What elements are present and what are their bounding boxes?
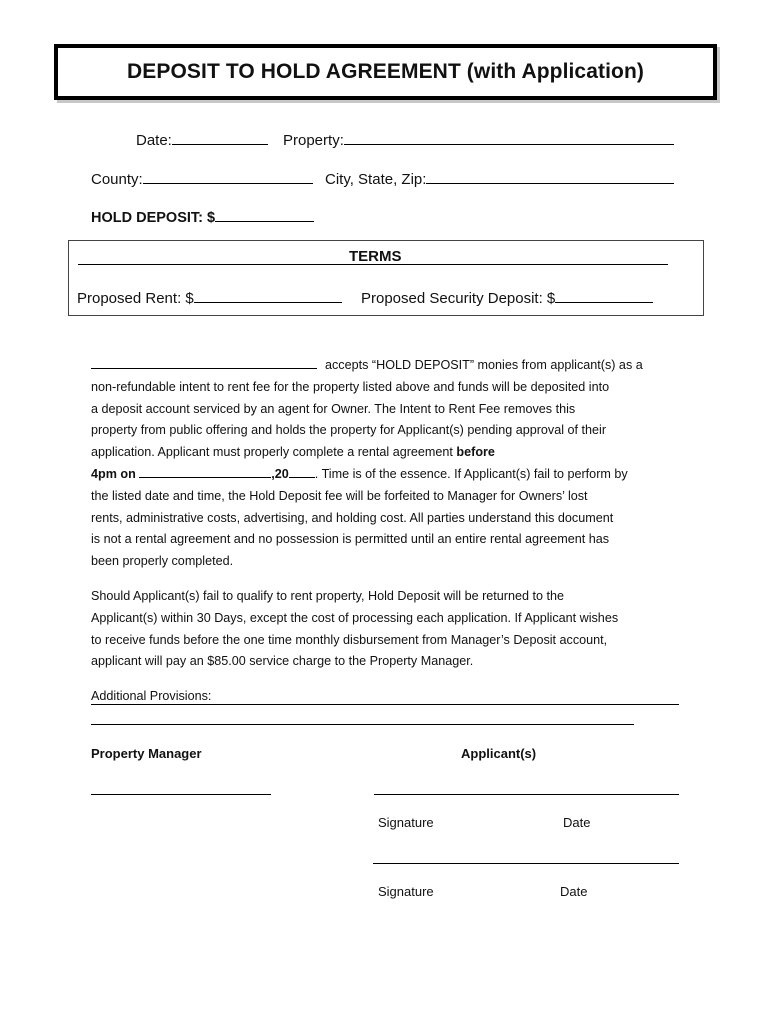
date-label: Date: — [136, 132, 172, 149]
applicants-label: Applicant(s) — [461, 746, 537, 761]
hold-deposit-field — [91, 206, 314, 226]
signature-label-2: Signature — [378, 884, 434, 899]
date-input-line[interactable] — [172, 129, 268, 145]
terms-box — [68, 240, 704, 316]
city-state-zip-field — [325, 168, 674, 188]
property-input-line[interactable] — [344, 129, 674, 145]
hold-deposit-input-line[interactable] — [215, 206, 314, 222]
paragraph-2 — [91, 586, 691, 673]
property-manager-label: Property Manager — [91, 746, 202, 761]
paragraph-2-line: to receive funds before the one time monthly disbursement from Manager’s Deposit account, — [91, 632, 608, 647]
accepting-party-input-line[interactable] — [91, 357, 317, 369]
applicant-signature-line-2[interactable] — [373, 863, 679, 864]
date-label-2: Date — [560, 884, 588, 899]
proposed-security-label: Proposed Security Deposit: $ — [361, 290, 556, 307]
county-field — [91, 168, 313, 188]
deadline-date-input-line[interactable] — [139, 466, 271, 478]
city-state-zip-label: City, State, Zip: — [325, 171, 427, 188]
paragraph-1-line: is not a rental agreement and no possession is permitted until an entire rental agreement has — [91, 532, 610, 547]
property-manager-signature-line[interactable] — [91, 794, 271, 795]
paragraph-2-line: applicant will pay an $85.00 service charge to the Property Manager. — [91, 654, 474, 669]
paragraph-1-line: accepts “HOLD DEPOSIT” monies from applicant(s) as a — [91, 355, 691, 377]
paragraph-1-line: non-refundable intent to rent fee for the property listed above and funds will be deposited into — [91, 379, 610, 394]
applicant-signature-line-1[interactable] — [374, 794, 679, 795]
proposed-rent-input-line[interactable] — [194, 287, 342, 303]
property-label: Property: — [283, 132, 344, 149]
paragraph-1-line: 4pm on ,20 . Time is of the essence. If Applicant(s) fail to perform by — [91, 466, 628, 481]
title-box — [54, 44, 717, 100]
city-state-zip-input-line[interactable] — [426, 168, 674, 184]
paragraph-1-line: property from public offering and holds the property for Applicant(s) pending approval of their — [91, 423, 607, 438]
additional-provisions-label: Additional Provisions: — [91, 689, 212, 703]
paragraph-1-line: rents, administrative costs, advertising, and holding cost. All parties understand this document — [91, 510, 614, 525]
hold-deposit-label: HOLD DEPOSIT: $ — [91, 210, 216, 226]
paragraph-1-line: been properly completed. — [91, 554, 234, 569]
county-input-line[interactable] — [143, 168, 313, 184]
proposed-security-field — [361, 287, 653, 307]
additional-provisions-line-1[interactable] — [91, 704, 679, 705]
signature-label-1: Signature — [378, 815, 434, 830]
paragraph-2-line: Applicant(s) within 30 Days, except the cost of processing each application. If Applicant wishes — [91, 610, 619, 625]
paragraph-1 — [91, 355, 691, 573]
paragraph-1-line: a deposit account serviced by an agent for Owner. The Intent to Rent Fee removes this — [91, 401, 576, 416]
county-label: County: — [91, 171, 143, 188]
date-label-1: Date — [563, 815, 591, 830]
paragraph-1-line: application. Applicant must properly complete a rental agreement before — [91, 445, 495, 460]
terms-heading: TERMS — [349, 248, 402, 265]
date-field — [136, 129, 268, 149]
additional-provisions-line-2[interactable] — [91, 724, 634, 725]
property-field — [283, 129, 674, 149]
proposed-security-input-line[interactable] — [555, 287, 653, 303]
deadline-year-input-line[interactable] — [289, 466, 315, 478]
proposed-rent-field — [77, 287, 342, 307]
document-title: DEPOSIT TO HOLD AGREEMENT (with Application) — [127, 60, 644, 83]
proposed-rent-label: Proposed Rent: $ — [77, 290, 194, 307]
paragraph-2-line: Should Applicant(s) fail to qualify to rent property, Hold Deposit will be returned to the — [91, 589, 564, 603]
paragraph-1-line: the listed date and time, the Hold Deposit fee will be forfeited to Manager for Owners’ lost — [91, 488, 588, 503]
